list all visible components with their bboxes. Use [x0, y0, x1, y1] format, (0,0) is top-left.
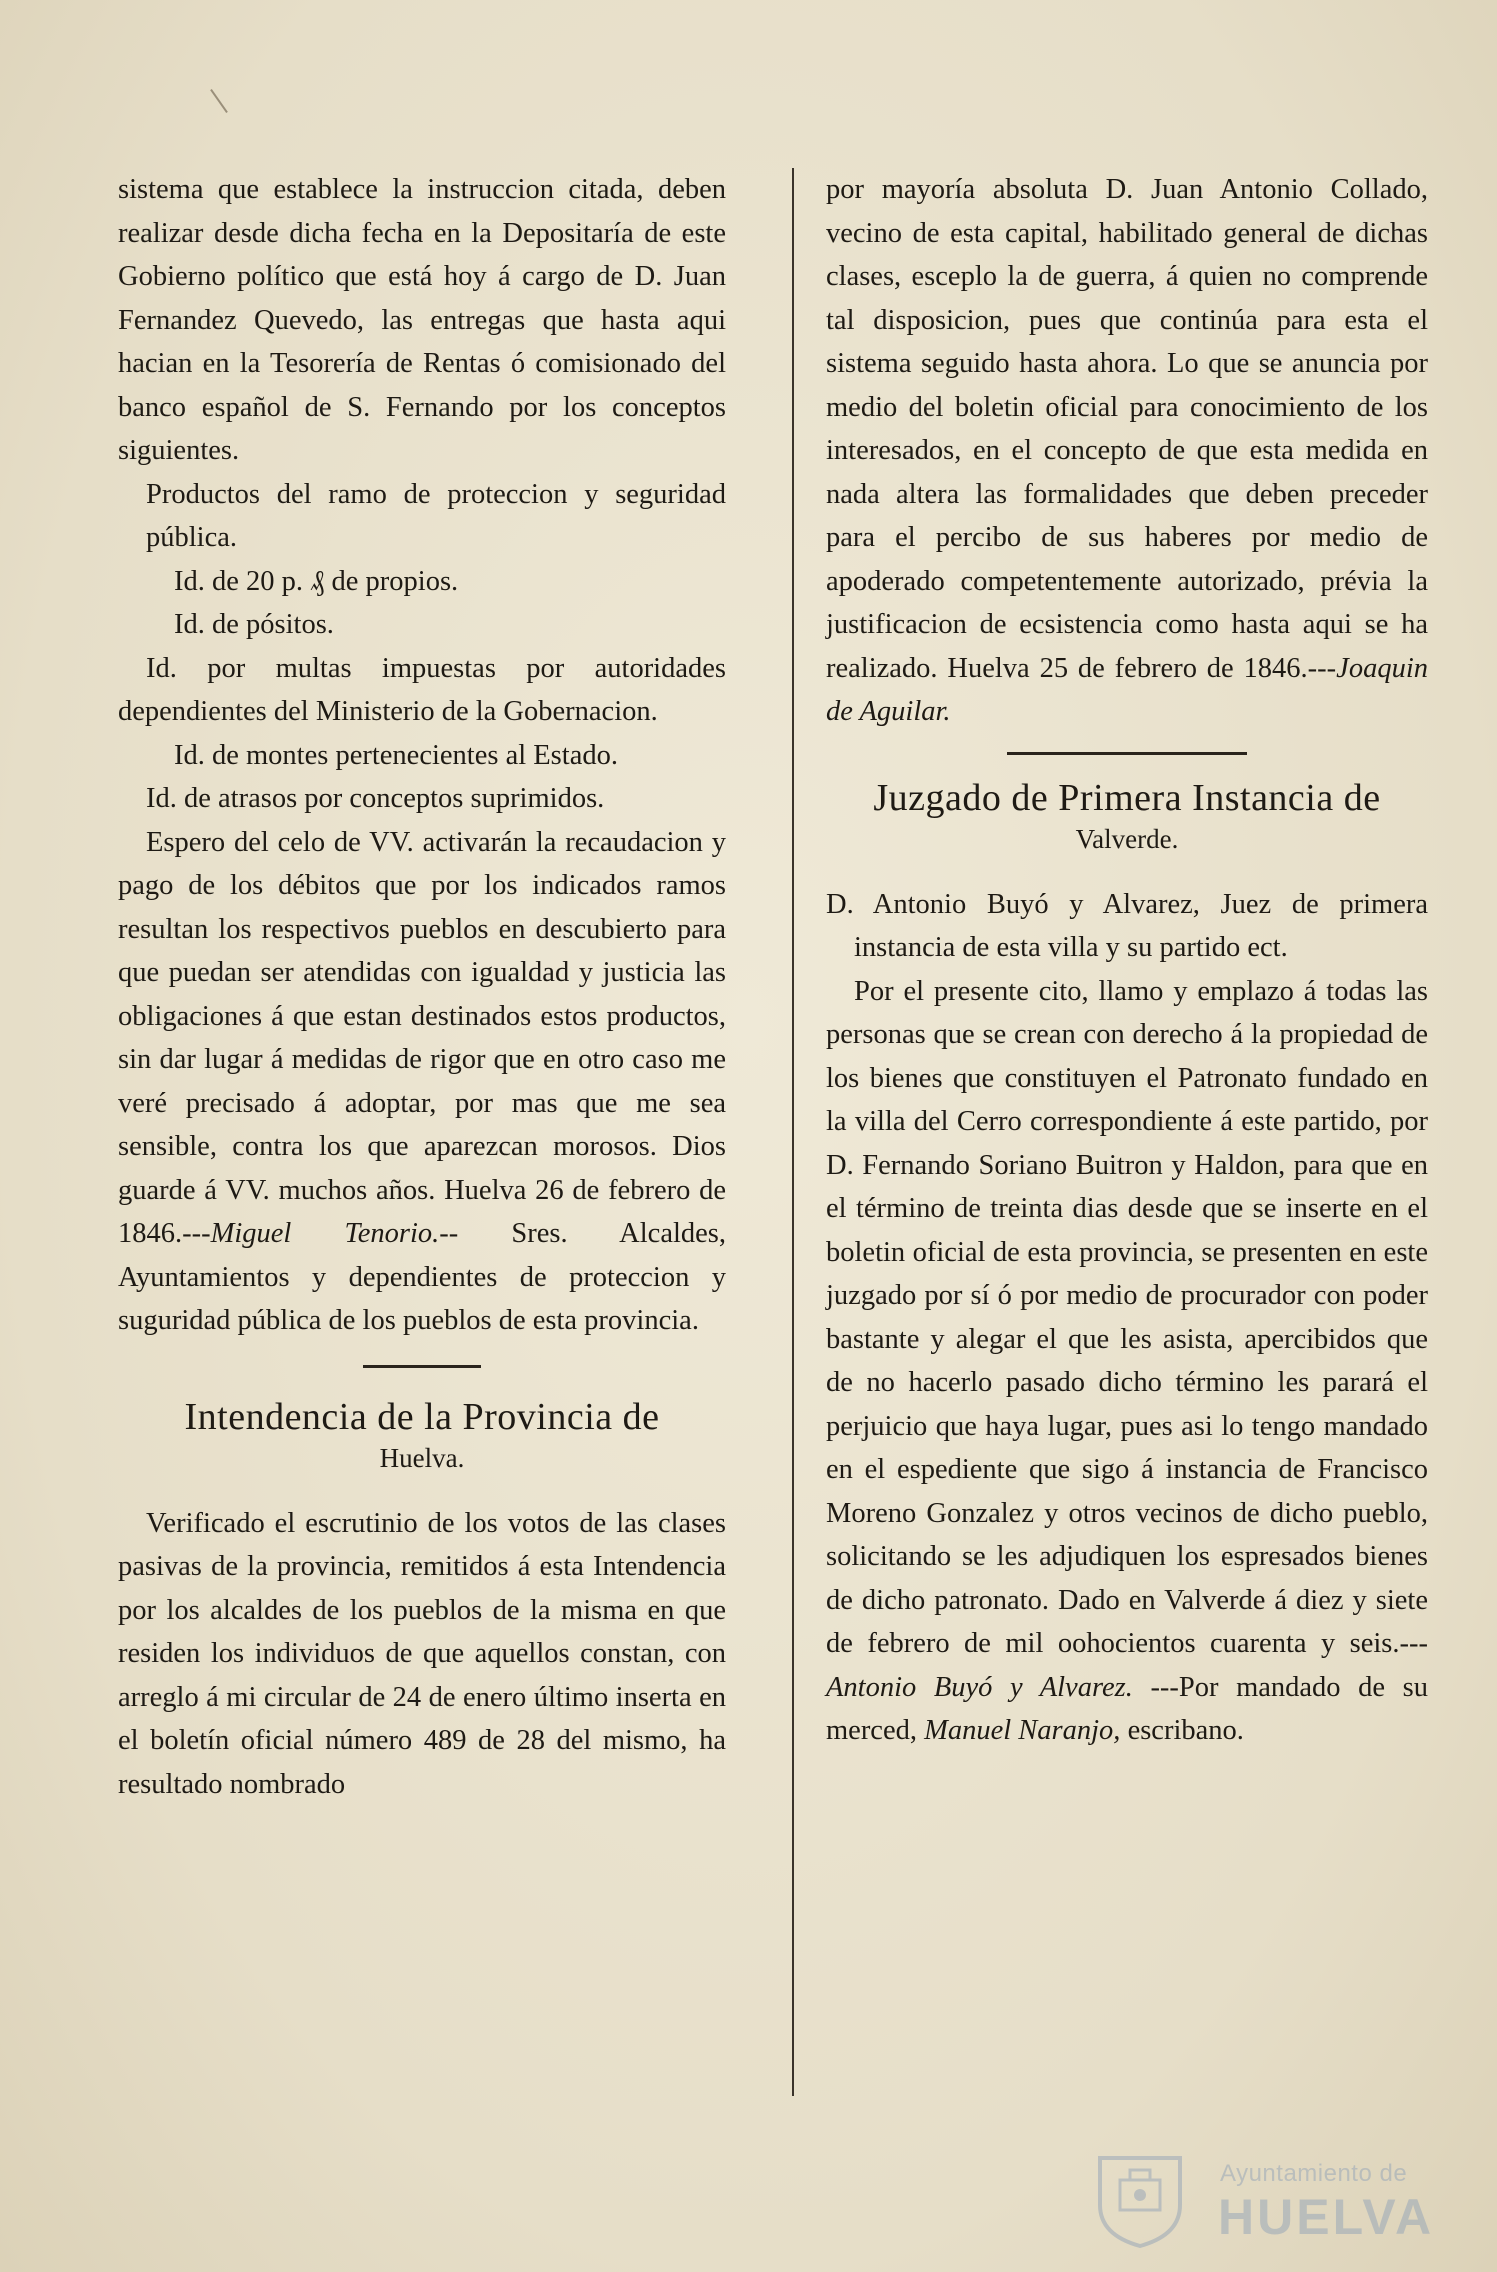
item-3: Id. de pósitos.	[174, 609, 334, 640]
watermark-line1: Ayuntamiento de	[1220, 2160, 1408, 2187]
closing-addressee: -- Sres. Alcaldes, Ayuntamientos y dependientes de proteccion y suguridad pública de los pueblos de esta provincia.	[118, 1218, 727, 1336]
juzgado-signature: Antonio Buyó y Alvarez.	[826, 1671, 1133, 1703]
right-continuation-signature: Joaquin de Aguilar.	[826, 652, 1428, 727]
section-divider-rule-right	[1007, 752, 1247, 755]
closing-text: Espero del celo de VV. activarán la recaudacion y pago de los débitos que por los indicados ramos resultan los respectivos pueblos en descubierto para que puedan ser atendidas con igualdad y justicia las obligaciones á que estan destinados estos productos, sin dar lugar á medidas de rigor que en otro caso me veré precisado á adoptar, por mas que me sea sensible, contra los que aparezcan morosos. Dios guarde á VV. muchos años. Huelva 26 de febrero de 1846.---	[118, 826, 726, 1249]
section-subtitle-huelva: Huelva.	[379, 1442, 465, 1473]
intendencia-paragraph: Verificado el escrutinio de los votos de las clases pasivas de la provincia, remitidos á esta Intendencia por los alcaldes de los pueblos de la misma en que residen los individuos de que aquellos constan, con arreglo á mi circular de 24 de enero último inserta en el boletín oficial número 489 de 28 del mismo, ha resultado nombrado	[118, 1507, 726, 1800]
juzgado-tail-end: escribano.	[1127, 1715, 1244, 1746]
section-divider-rule	[363, 1365, 481, 1368]
ink-mark	[210, 89, 228, 113]
juzgado-tail: ---Por mandado de su merced,	[826, 1671, 1428, 1746]
section-subtitle-valverde: Valverde.	[1075, 823, 1179, 854]
section-title-juzgado: Juzgado de Primera Instancia de	[873, 776, 1381, 819]
section-title-intendencia: Intendencia de la Provincia de	[184, 1395, 660, 1438]
left-column	[118, 168, 726, 1806]
item-1: Productos del ramo de proteccion y seguridad pública.	[146, 478, 726, 553]
right-continuation-paragraph	[826, 168, 1428, 734]
watermark-line2: HUELVA	[1218, 2189, 1435, 2245]
juzgado-body	[826, 970, 1428, 1753]
item-6: Id. de atrasos por conceptos suprimidos.	[146, 783, 605, 814]
item-4: Id. por multas impuestas por autoridades dependientes del Ministerio de la Gobernacion.	[118, 652, 726, 727]
closing-signature: Miguel Tenorio.	[210, 1218, 440, 1249]
left-continuation-paragraph: sistema que establece la instruccion citada, deben realizar desde dicha fecha en la Depositaría de este Gobierno político que está hoy á cargo de D. Juan Fernandez Quevedo, las entregas que hasta aqui hacian en la Tesorería de Rentas ó comisionado del banco español de S. Fernando por los conceptos siguientes.	[118, 174, 726, 466]
right-continuation-text: por mayoría absoluta D. Juan Antonio Collado, vecino de esta capital, habilitado general de dichas clases, esceplo la de guerra, á quien no comprende tal disposicion, pues que continúa para esta el sistema seguido hasta ahora. Lo que se anuncia por medio del boletin oficial para conocimiento de los interesados, en el concepto de que esta medida en nada altera las formalidades que deben preceder para el percibo de sus haberes por medio de apoderado competentemente autorizado, prévia la justificacion de ecsistencia como hasta aqui se ha realizado. Huelva 25 de febrero de 1846.---	[826, 174, 1428, 684]
item-2: Id. de 20 p. ₰ de propios.	[174, 565, 459, 597]
coat-of-arms-icon	[1090, 2150, 1190, 2250]
ayuntamiento-watermark	[1090, 2150, 1440, 2250]
item-5: Id. de montes pertenecientes al Estado.	[174, 739, 618, 771]
column-divider	[792, 168, 794, 2096]
juzgado-body-text: Por el presente cito, llamo y emplazo á todas las personas que se crean con derecho á la propiedad de los bienes que constituyen el Patronato fundado en la villa del Cerro correspondiente á este partido, por D. Fernando Soriano Buitron y Haldon, para que en el término de treinta dias desde que se inserte en el boletin oficial de esta provincia, se presenten en este juzgado por sí ó por medio de procurador con poder bastante y alegar el que les asista, apercibidos que de no hacerlo pasado dicho término les parará el perjuicio que haya lugar, pues asi lo tengo mandado en el espediente que sigo á instancia de Francisco Moreno Gonzalez y otros vecinos de dicho pueblo, solicitando se les adjudiquen los espresados bienes de dicho patronato. Dado en Valverde á diez y siete de febrero de mil oohocientos cuarenta y seis.---	[826, 975, 1428, 1659]
escribano-signature: Manuel Naranjo,	[924, 1715, 1121, 1746]
closing-paragraph	[118, 821, 726, 1343]
juez-intro: D. Antonio Buyó y Alvarez, Juez de primera instancia de esta villa y su partido ect.	[826, 888, 1428, 963]
right-column	[826, 168, 1428, 1753]
